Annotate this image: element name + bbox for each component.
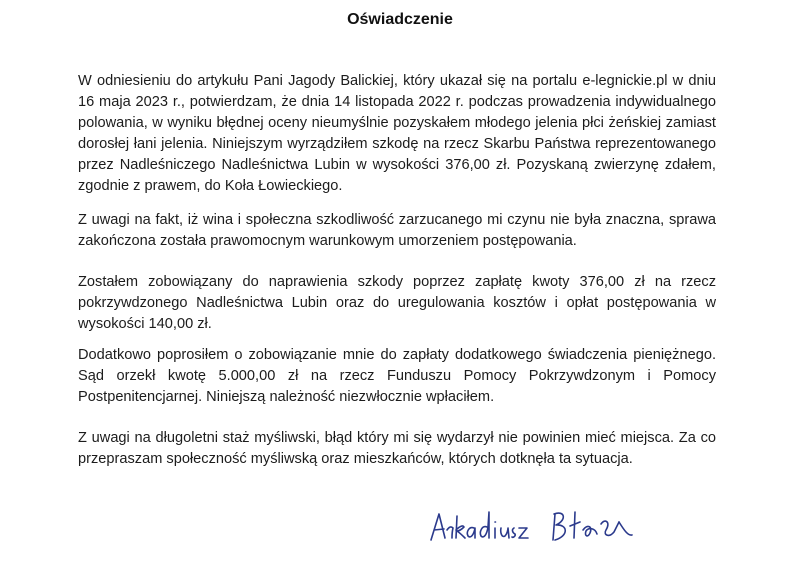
paragraph-1: W odniesieniu do artykułu Pani Jagody Balickiej, który ukazał się na portalu e-legnickie.pl w dniu 16 maja 2023 r., potwierdzam, że dnia 14 listopada 2022 r. podczas prowadzenia indywidualnego polowania, w wyniku błędnej oceny nieumyślnie pozyskałem młodego jelenia płci żeńskiej zamiast dorosłej łani jelenia. Niniejszym wyrządziłem szkodę na rzecz Skarbu Państwa reprezentowanego przez Nadleśniczego Nadleśnictwa Lubin w wysokości 376,00 zł. Pozyskaną zwierzynę zdałem, zgodnie z prawem, do Koła Łowieckiego.	[78, 73, 716, 194]
paragraph-3: Zostałem zobowiązany do naprawienia szkody poprzez zapłatę kwoty 376,00 zł na rzecz pokrzywdzonego Nadleśnictwa Lubin oraz do uregulowania kosztów i opłat postępowania w wysokości 140,00 zł.	[78, 274, 716, 332]
paragraph-2: Z uwagi na fakt, iż wina i społeczna szkodliwość zarzucanego mi czynu nie była znaczna, sprawa zakończona została prawomocnym warunkowym umorzeniem postępowania.	[78, 212, 716, 249]
document-title: Oświadczenie	[347, 11, 453, 28]
paragraph-5: Z uwagi na długoletni staż myśliwski, błąd który mi się wydarzył nie powinien mieć miejsca. Za co przepraszam społeczność myśliwską oraz mieszkańców, których dotknęła ta sytuacja.	[78, 430, 716, 467]
paragraph-4: Dodatkowo poprosiłem o zobowiązanie mnie do zapłaty dodatkowego świadczenia pieniężnego. Sąd orzekł kwotę 5.000,00 zł na rzecz Funduszu Pomocy Pokrzywdzonym i Pomocy Postpenitencjarnej. Niniejszą należność niezwłocznie wpłaciłem.	[78, 347, 716, 405]
signature-strokes	[431, 512, 632, 540]
handwritten-signature	[425, 500, 650, 550]
